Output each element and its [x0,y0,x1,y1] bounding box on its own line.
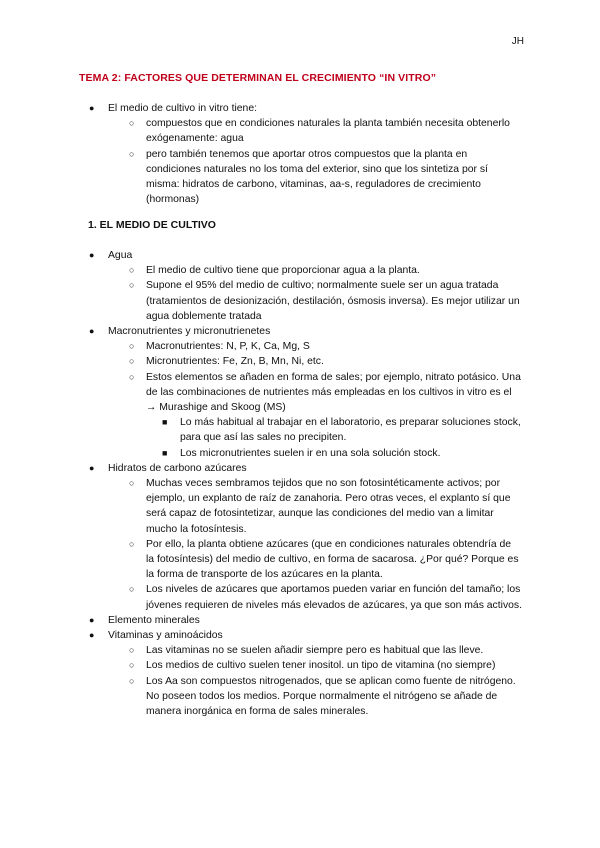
list-item [0,628,600,643]
document-title: TEMA 2: FACTORES QUE DETERMINAN EL CRECIMIENTO “IN VITRO” [79,72,437,84]
section-heading: 1. EL MEDIO DE CULTIVO [88,219,216,231]
square-bullet-icon: ■ [162,417,168,428]
list-item [0,582,600,612]
vitaminas-item: Los medios de cultivo suelen tener inositol. un tipo de vitamina (no siempre) [146,660,496,672]
circle-bullet-icon: ○ [129,356,135,367]
list-item [0,537,600,583]
list-item [0,147,600,208]
vitaminas-item: Las vitaminas no se suelen añadir siempre pero es habitual que las lleve. [146,645,484,657]
item-vitaminas: Vitaminas y aminoácidos [108,630,223,642]
circle-bullet-icon: ○ [129,371,135,382]
circle-bullet-icon: ○ [129,280,135,291]
macro-subitem: Lo más habitual al trabajar en el laboratorio, es preparar soluciones stock, para que así las sales no precipiten. [180,417,521,444]
circle-bullet-icon: ○ [129,675,135,686]
list-item [0,446,600,461]
square-bullet-icon: ■ [162,447,168,458]
intro-item: pero también tenemos que aportar otros compuestos que la planta en condiciones naturales no los toma del exterior, sino que los sintetiza por sí misma: hidratos de carbono, vitaminas, aa-s, reguladores de crecimiento (hormonas) [146,148,488,206]
bullet-icon: ● [89,630,95,641]
agua-item: Supone el 95% del medio de cultivo; normalmente suele ser un agua tratada (tratamientos de desionización, destilación, ósmosis inversa). Es mejor utilizar un agua doblemente tratada [146,280,520,322]
bullet-icon: ● [89,103,95,113]
list-item [0,263,600,278]
circle-bullet-icon: ○ [129,660,135,671]
bullet-icon: ● [89,462,95,473]
list-item [0,324,600,339]
bullet-icon: ● [89,326,95,337]
item-macronutrientes: Macronutrientes y micronutrienetes [108,326,271,338]
macro-item: Estos elementos se añaden en forma de sales; por ejemplo, nitrato potásico. Una de las combinaciones de nutrientes más empleadas en los cultivos in vitro es el → Murashige and Skoog (MS) [146,371,521,414]
hidratos-item: Muchas veces sembramos tejidos que no son fotosintéticamente activos; por ejemplo, un explanto de raíz de zanahoria. Pero otras veces, el explanto sí que será capaz de fotosintetizar, aunque las condiciones del medio van a limitar mucho la fotosíntesis. [146,478,511,535]
list-item [0,415,600,445]
circle-bullet-icon: ○ [129,148,135,159]
macro-subitem: Los micronutrientes suelen ir en una sola solución stock. [180,447,441,459]
circle-bullet-icon: ○ [129,478,135,489]
circle-bullet-icon: ○ [129,538,135,549]
bullet-icon: ● [89,614,95,625]
circle-bullet-icon: ○ [129,645,135,656]
list-item [0,643,600,658]
list-item [0,278,600,324]
item-agua: Agua [108,250,133,261]
bullet-icon: ● [89,250,95,260]
circle-bullet-icon: ○ [129,341,135,352]
intro-item: compuestos que en condiciones naturales la planta también necesita obtenerlo exógenamente: agua [146,118,510,145]
circle-bullet-icon: ○ [129,584,135,595]
header-initials: JH [511,36,524,47]
intro-text: El medio de cultivo in vitro tiene: [108,103,258,114]
list-item [0,461,600,476]
item-hidratos: Hidratos de carbono azúcares [108,462,247,474]
list-item [0,658,600,673]
item-minerales: Elemento minerales [108,614,200,626]
vitaminas-item: Los Aa son compuestos nitrogenados, que se aplican como fuente de nitrógeno. No poseen todos los medios. Porque normalmente el nitrógeno se añade de manera inorgánica en forma de sales minerales. [146,675,516,718]
list-item [0,339,600,354]
list-item [0,674,600,720]
list-item [0,370,600,416]
list-item [0,613,600,628]
circle-bullet-icon: ○ [129,265,135,276]
list-item [0,248,600,263]
list-item [0,476,600,537]
intro-list [0,101,600,207]
macro-item: Macronutrientes: N, P, K, Ca, Mg, S [146,341,310,353]
list-item [0,354,600,369]
hidratos-item: Los niveles de azúcares que aportamos pueden variar en función del tamaño; los jóvenes requieren de niveles más elevados de azúcares, ya que son más activos. [146,584,523,611]
agua-item: El medio de cultivo tiene que proporcionar agua a la planta. [146,265,420,277]
list-item [0,101,600,116]
hidratos-item: Por ello, la planta obtiene azúcares (que en condiciones naturales obtendría de la fotosíntesis) del medio de cultivo, en forma de sacarosa. ¿Por qué? Porque es la forma de transporte de los azúcares en la planta. [146,538,519,581]
section-content [0,248,600,719]
circle-bullet-icon: ○ [129,118,135,129]
macro-item: Micronutrientes: Fe, Zn, B, Mn, Ni, etc. [146,356,324,368]
list-item [0,116,600,146]
